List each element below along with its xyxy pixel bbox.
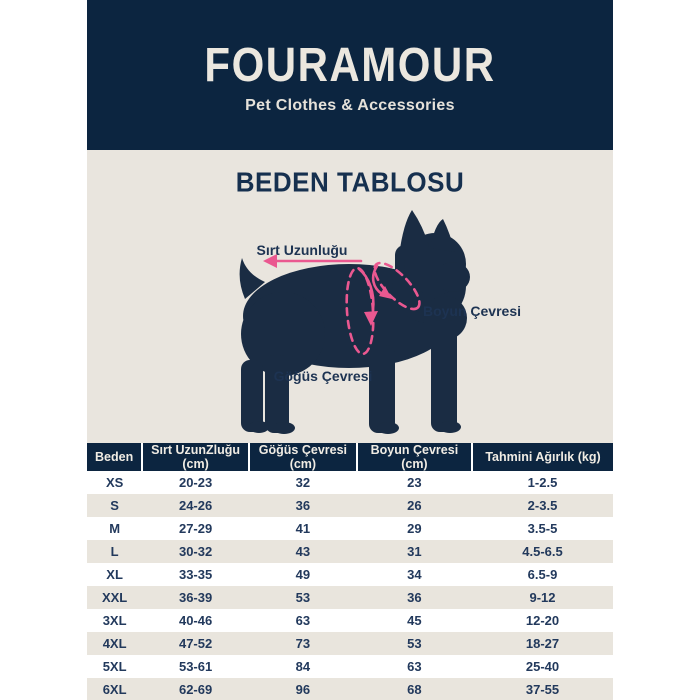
table-cell: 23 [407, 475, 422, 490]
table-row [87, 609, 613, 632]
measurement-diagram-section [87, 150, 613, 443]
brand-header [87, 0, 613, 150]
table-cell: 37-55 [525, 682, 560, 697]
table-cell: XXL [101, 590, 128, 605]
column-header-neck: Boyun Çevresi (cm) [357, 443, 472, 471]
column-header-chest: Göğüs Çevresi (cm) [249, 443, 357, 471]
table-cell: XL [106, 567, 123, 582]
table-row [87, 632, 613, 655]
table-cell: 32 [295, 475, 311, 490]
table-cell: 30-32 [178, 544, 213, 559]
table-cell: 20-23 [178, 475, 213, 490]
table-cell: 18-27 [525, 636, 560, 651]
table-cell: 49 [295, 567, 311, 582]
table-cell: XS [105, 475, 124, 490]
table-cell: 45 [407, 613, 422, 628]
table-cell: 4.5-6.5 [522, 544, 563, 559]
table-cell: 5XL [102, 659, 127, 674]
table-cell: 47-52 [178, 636, 213, 651]
column-header-back: Sırt UzunZluğu (cm) [142, 443, 249, 471]
table-cell: 3.5-5 [527, 521, 558, 536]
table-cell: 12-20 [525, 613, 560, 628]
table-cell: 73 [295, 636, 311, 651]
table-row [87, 494, 613, 517]
column-header-weight: Tahmini Ağırlık (kg) [472, 443, 613, 471]
table-cell: 63 [407, 659, 422, 674]
table-cell: 9-12 [529, 590, 556, 605]
table-cell: 3XL [102, 613, 127, 628]
table-row [87, 517, 613, 540]
table-cell: 6XL [102, 682, 127, 697]
table-cell: 62-69 [178, 682, 213, 697]
table-cell: 36 [295, 498, 311, 513]
table-row [87, 471, 613, 494]
table-cell: 53 [295, 590, 311, 605]
table-row [87, 655, 613, 678]
table-cell: 27-29 [178, 521, 213, 536]
neck-girth-label: Boyun Çevresi [422, 303, 522, 319]
table-row [87, 540, 613, 563]
table-cell: 36-39 [178, 590, 213, 605]
back-length-label: Sırt Uzunluğu [256, 242, 348, 258]
table-cell: 68 [407, 682, 422, 697]
table-cell: 1-2.5 [527, 475, 558, 490]
brand-title: FOURAMOUR [204, 36, 496, 91]
table-cell: 63 [295, 613, 311, 628]
table-cell: 36 [407, 590, 422, 605]
table-cell: S [110, 498, 119, 513]
table-cell: 84 [295, 659, 311, 674]
table-cell: 41 [295, 521, 311, 536]
table-cell: 53 [407, 636, 422, 651]
table-cell: 26 [407, 498, 422, 513]
table-row [87, 563, 613, 586]
brand-tagline: Pet Clothes & Accessories [245, 96, 455, 114]
table-cell: 29 [407, 521, 422, 536]
table-cell: 31 [407, 544, 422, 559]
table-cell: 4XL [102, 636, 127, 651]
table-cell: 33-35 [178, 567, 213, 582]
table-row [87, 678, 613, 700]
content-panel [87, 0, 613, 700]
size-table-header [87, 443, 613, 471]
chest-girth-label: Göğüs Çevresi [273, 368, 373, 384]
table-cell: 34 [407, 567, 422, 582]
table-cell: L [110, 544, 119, 559]
table-cell: 43 [295, 544, 311, 559]
table-cell: 2-3.5 [527, 498, 558, 513]
table-cell: 96 [295, 682, 311, 697]
size-table-body [87, 471, 613, 700]
table-cell: 6.5-9 [527, 567, 558, 582]
table-cell: 25-40 [525, 659, 560, 674]
size-table [87, 443, 613, 700]
column-header-size: Beden [87, 443, 142, 471]
table-cell: 53-61 [178, 659, 213, 674]
table-cell: 40-46 [178, 613, 213, 628]
table-row [87, 586, 613, 609]
section-title: BEDEN TABLOSU [235, 165, 465, 199]
table-cell: 24-26 [178, 498, 213, 513]
table-cell: M [109, 521, 121, 536]
